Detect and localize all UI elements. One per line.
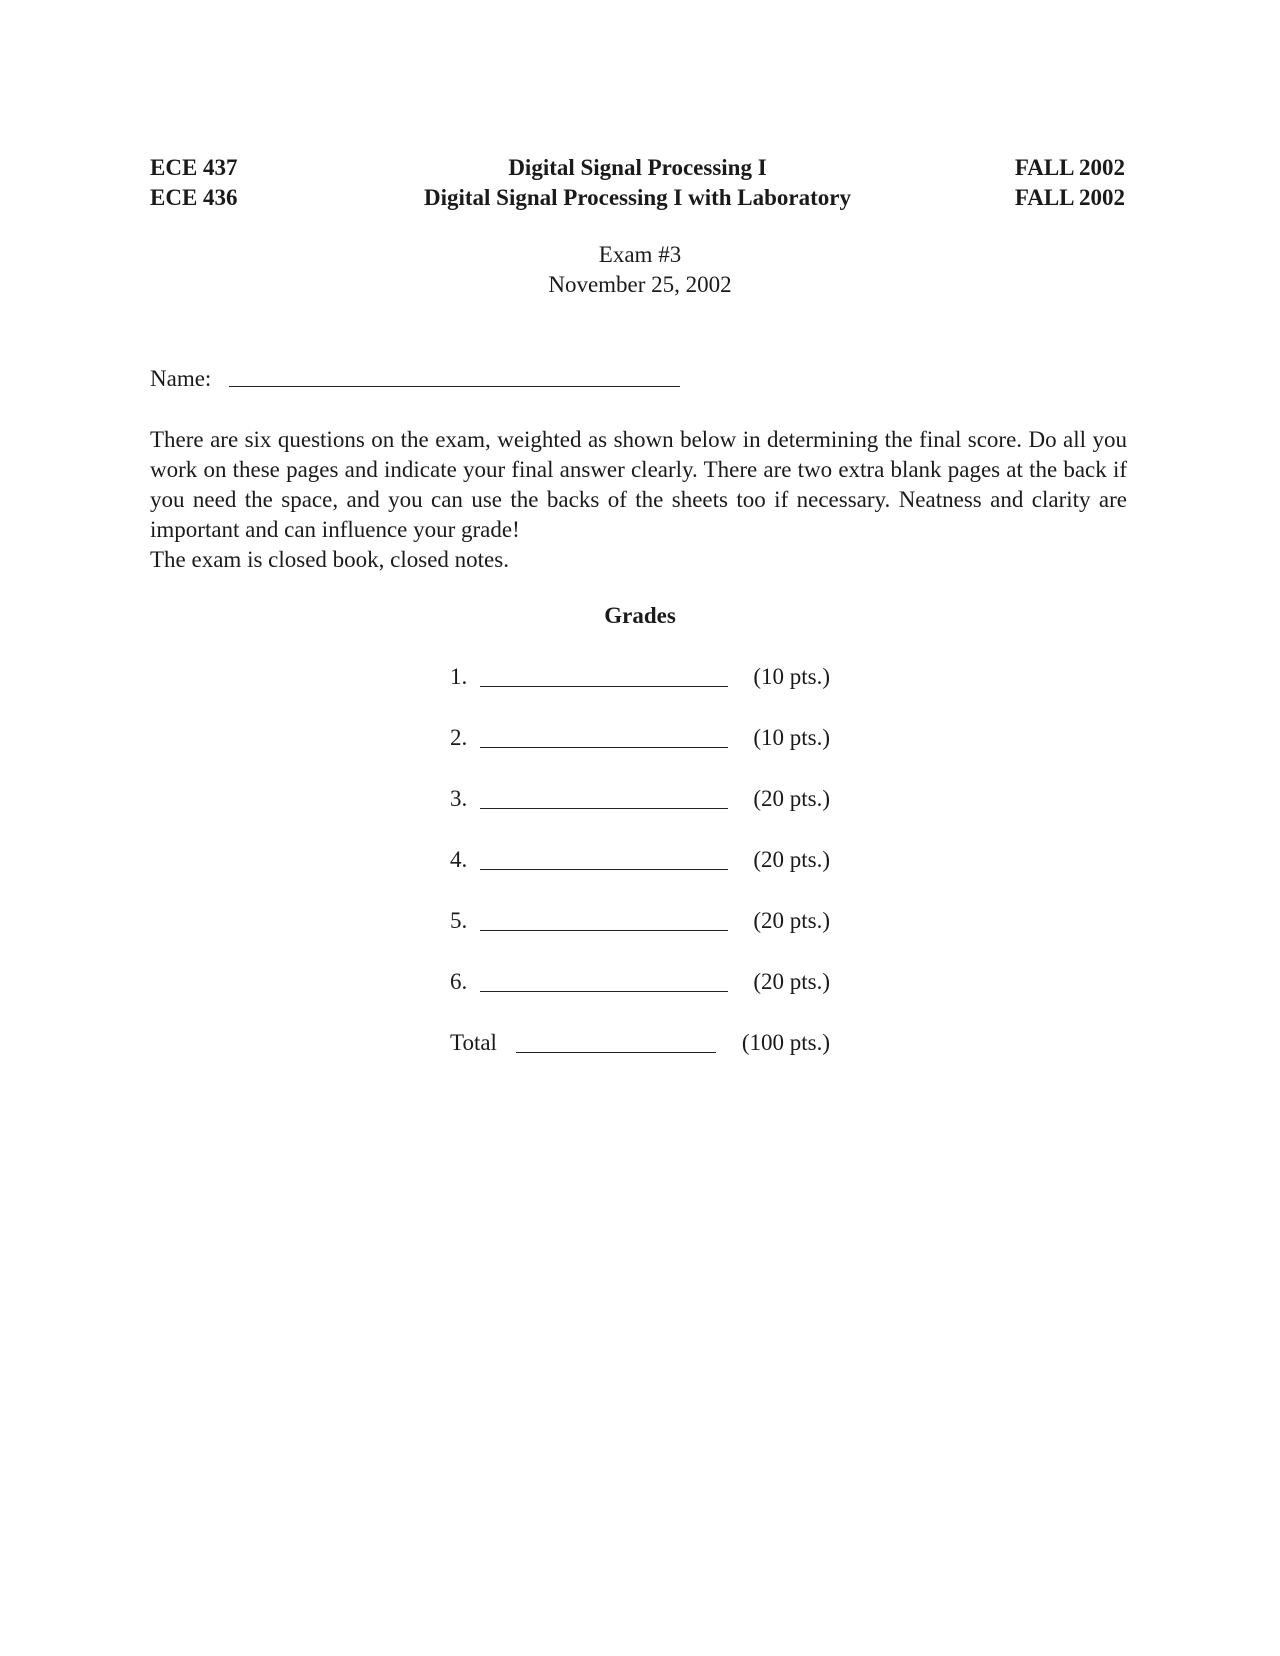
question-number: 2. (450, 725, 468, 750)
question-points: (20 pts.) (753, 847, 830, 872)
question-points: (20 pts.) (753, 908, 830, 933)
grade-blank-line[interactable] (480, 686, 728, 687)
exam-title: Exam #3 (598, 242, 682, 267)
question-number: 1. (450, 664, 468, 689)
name-label: Name: (150, 366, 212, 391)
header-row-ece437 (150, 155, 1125, 185)
question-number: 6. (450, 969, 468, 994)
grade-blank-line[interactable] (480, 991, 728, 992)
total-blank-line[interactable] (516, 1052, 716, 1053)
grade-blank-line[interactable] (480, 869, 728, 870)
question-points: (20 pts.) (753, 969, 830, 994)
grade-row (450, 664, 830, 694)
exam-date: November 25, 2002 (548, 272, 732, 297)
question-points: (10 pts.) (753, 664, 830, 689)
name-blank-line[interactable] (229, 386, 680, 387)
grade-row (450, 847, 830, 877)
course-term: FALL 2002 (1014, 155, 1125, 180)
grade-total-row (450, 1030, 830, 1060)
question-points: (10 pts.) (753, 725, 830, 750)
course-code: ECE 437 (150, 155, 238, 180)
grade-row (450, 908, 830, 938)
grade-blank-line[interactable] (480, 808, 728, 809)
instructions-closing: The exam is closed book, closed notes. (150, 547, 509, 572)
course-term: FALL 2002 (1014, 185, 1125, 210)
question-points: (20 pts.) (753, 786, 830, 811)
header-row-ece436 (150, 185, 1125, 215)
course-title: Digital Signal Processing I with Laboratory (423, 185, 851, 210)
question-number: 5. (450, 908, 468, 933)
course-code: ECE 436 (150, 185, 238, 210)
total-points: (100 pts.) (741, 1030, 830, 1055)
grade-row (450, 725, 830, 755)
grades-heading: Grades (604, 603, 676, 628)
question-number: 3. (450, 786, 468, 811)
grade-blank-line[interactable] (480, 747, 728, 748)
course-title: Digital Signal Processing I (508, 155, 767, 180)
grade-row (450, 969, 830, 999)
grade-row (450, 786, 830, 816)
instructions-paragraph: There are six questions on the exam, weighted as shown below in determining the final score. Do all you work on these pages and indicate your final answer clearly. There are two extra blank pages at the back if you need the space, and you can use the backs of the sheets too if necessary. Neatness and clarity are important and can influence your grade! (150, 427, 1127, 542)
total-label: Total (450, 1030, 497, 1055)
question-number: 4. (450, 847, 468, 872)
grade-blank-line[interactable] (480, 930, 728, 931)
instructions (150, 425, 1127, 575)
